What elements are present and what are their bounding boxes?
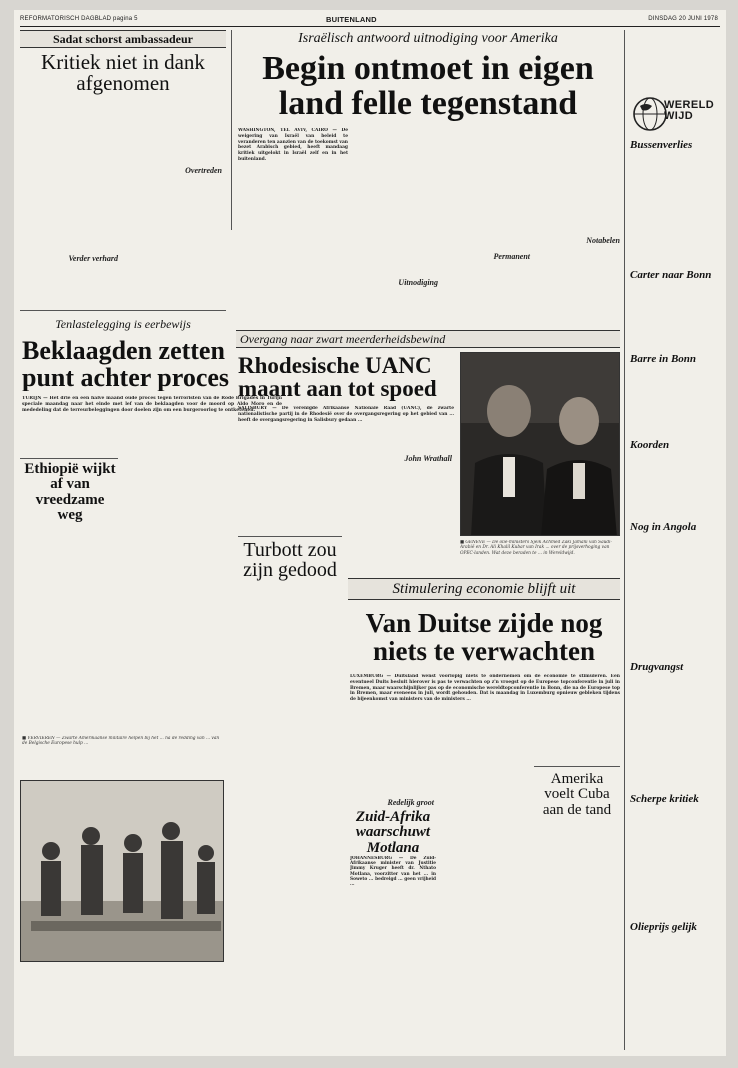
photo-mercenaries: [20, 780, 224, 962]
art2-title: Begin ontmoet in eigen land felle tegenstand: [262, 52, 594, 122]
side-body-2: [630, 284, 716, 350]
art1-title: Kritiek niet in dank afgenomen: [41, 52, 205, 95]
art7-body-col2: [442, 724, 528, 810]
side-body-8: [630, 936, 716, 1046]
col-rule: [231, 30, 232, 230]
art2-kicker: Israëlisch antwoord uitnodiging voor Amerika: [298, 31, 558, 46]
art6-body: [22, 522, 118, 732]
header-left: REFORMATORISCH DAGBLAD pagina 5: [20, 16, 138, 22]
side-title-1: Bussenverlies: [630, 139, 693, 151]
side-title-2: Carter naar Bonn: [630, 269, 712, 281]
art1-kicker: Sadat schorst ambassadeur: [20, 30, 226, 48]
side-title-3: Barre in Bonn: [630, 353, 697, 365]
art3-title: Rhodesische UANC maant aan tot spoed: [238, 354, 437, 401]
art7-title: Van Duitse zijde nog niets te verwachten: [365, 610, 603, 666]
art8-body-col2: [442, 830, 528, 1050]
art1-body-col2: [126, 106, 226, 306]
header-section: BUITENLAND: [326, 15, 377, 24]
rule: [20, 310, 226, 311]
side-body-5: [630, 536, 716, 636]
art4-kicker: Tenlastelegging is eerbewijs: [55, 317, 191, 331]
side-title-5: Nog in Angola: [630, 521, 697, 533]
art2-sub3: Notabelen: [586, 236, 620, 245]
side-title-7: Scherpe kritiek: [630, 793, 699, 805]
art4-body-col1: [22, 440, 118, 456]
photo-caption: ■ GENEVE — De olie-ministers Sjeik Achmed Zaki Jamani van Saudi-Arabië en Dr. Ali Khalil Kubar van Irak ... over de prijsverhoging van OPEC-landen. Wat deze beraden te ... in Wereldwijd.: [460, 540, 612, 556]
side-body-1: [630, 154, 716, 264]
art3-body-col1: [238, 450, 342, 530]
side-title-6: Drugvangst: [630, 661, 684, 673]
art9-body: [534, 832, 620, 1052]
side-body-4: [630, 454, 716, 516]
sidebar-rule: [624, 30, 625, 1050]
art1-sub1: Verder verhard: [68, 254, 118, 263]
art4-lead: TURIJN — Het drie en een halve maand oude proces tegen terroristen van de Rode Brigades in Turijn speciale maandag naar het einde met lef van de beklaagden voor de moord op Aldo Moro en de mededeling dat de terreurbeleggingen door doelen zijn om een burgeroorlog te ontketenen.: [22, 396, 282, 413]
art6-title: Ethiopië wijkt af van vreedzame weg: [24, 462, 116, 523]
art7-body-col3: [534, 724, 620, 764]
rule: [534, 766, 620, 767]
art1-body-col1: [22, 106, 122, 306]
art7-sub1: Redelijk groot: [387, 798, 434, 807]
newspaper-page: [14, 10, 726, 1056]
header-date: DINSDAG 20 JUNI 1978: [648, 16, 718, 22]
art3-lead: SALISBURY — De verenigde Afrikaanse Nationale Raad (UANC), de zwarte nationalistische partij in de Rhodesië over de overgangsregering op het gebied van ... heeft de overgangsregering in Salisbury gedaan ...: [238, 406, 454, 423]
art4-title: Beklaagden zetten punt achter proces: [22, 338, 230, 392]
art5-body: [238, 610, 342, 970]
wereld-wijd-logo: [630, 94, 716, 134]
side-body-6: [630, 676, 716, 788]
art2-body-col1: [238, 188, 348, 298]
art2-body-col3: [446, 128, 532, 298]
art2-lead: WASHINGTON, TEL AVIV, CAÏRO — De weigering van Israël van beleid te veranderen ten aanzien van de toekomst van bezet Arabisch gebied, heeft mandaag kritiek uitgelokt in Israël zelf en in het buitenland.: [238, 128, 348, 162]
art2-body-col2: [354, 128, 440, 298]
art2-body-col4: [538, 128, 622, 298]
side-title-4: Koorden: [630, 439, 670, 451]
art3-sub1: John Wrathall: [404, 454, 452, 463]
art7-lead: LUXEMBURG — Duitsland wenst voorlopig niets te ondernemen om de economie te stimuleren. Een eventueel Duits besluit hierover is pas te verwachten op z'n vroegst op de Europese topconferentie in juli in Bremen, maar waarschijnlijker pas op de economische wereldtopconferentie in Bonn, die na de Europese top in Bremen, maar eveneens in juli, wordt gehouden. Dat is maandag in Luxemburg opnieuw gebleken tijdens de bijeenkomst van ministers van de ministers ...: [350, 674, 620, 703]
header-rule: [20, 26, 720, 27]
photo-oil-ministers: [460, 352, 620, 536]
rule: [20, 458, 118, 459]
logo-text: WERELD WIJD: [664, 99, 715, 122]
art9-title: Amerika voelt Cuba aan de tand: [542, 772, 612, 818]
side-body-7: [630, 808, 716, 914]
art5-title: Turbott zou zijn gedood: [243, 540, 337, 581]
art2-sub2: Permanent: [493, 252, 530, 261]
art2-sub1: Uitnodiging: [398, 278, 438, 287]
art1-sub2: Overtreden: [185, 166, 222, 175]
art8-title: Zuid-Afrika waarschuwt Motlana: [355, 810, 431, 856]
art7-kicker: Stimulering economie blijft uit: [348, 578, 620, 600]
side-title-8: Olieprijs gelijk: [630, 921, 697, 933]
side-body-3: [630, 368, 716, 434]
art3-kicker: Overgang naar zwart meerderheidsbewind: [236, 330, 620, 348]
art8-lead: JOHANNESBURG — De Zuid-Afrikaanse minister van Justitie Jimmy Kruger heeft dr. Nthato Motlana, voorzitter van het ... in Soweto ... bedreigd ... geen vrijheid ...: [350, 856, 436, 888]
rule: [238, 536, 342, 537]
art6-caption: ■ VERVIEREN — Zwarte Amerikaanse militaire helpen bij het ... na de redding van ... van de Belgische Europese hulp ...: [22, 736, 220, 747]
